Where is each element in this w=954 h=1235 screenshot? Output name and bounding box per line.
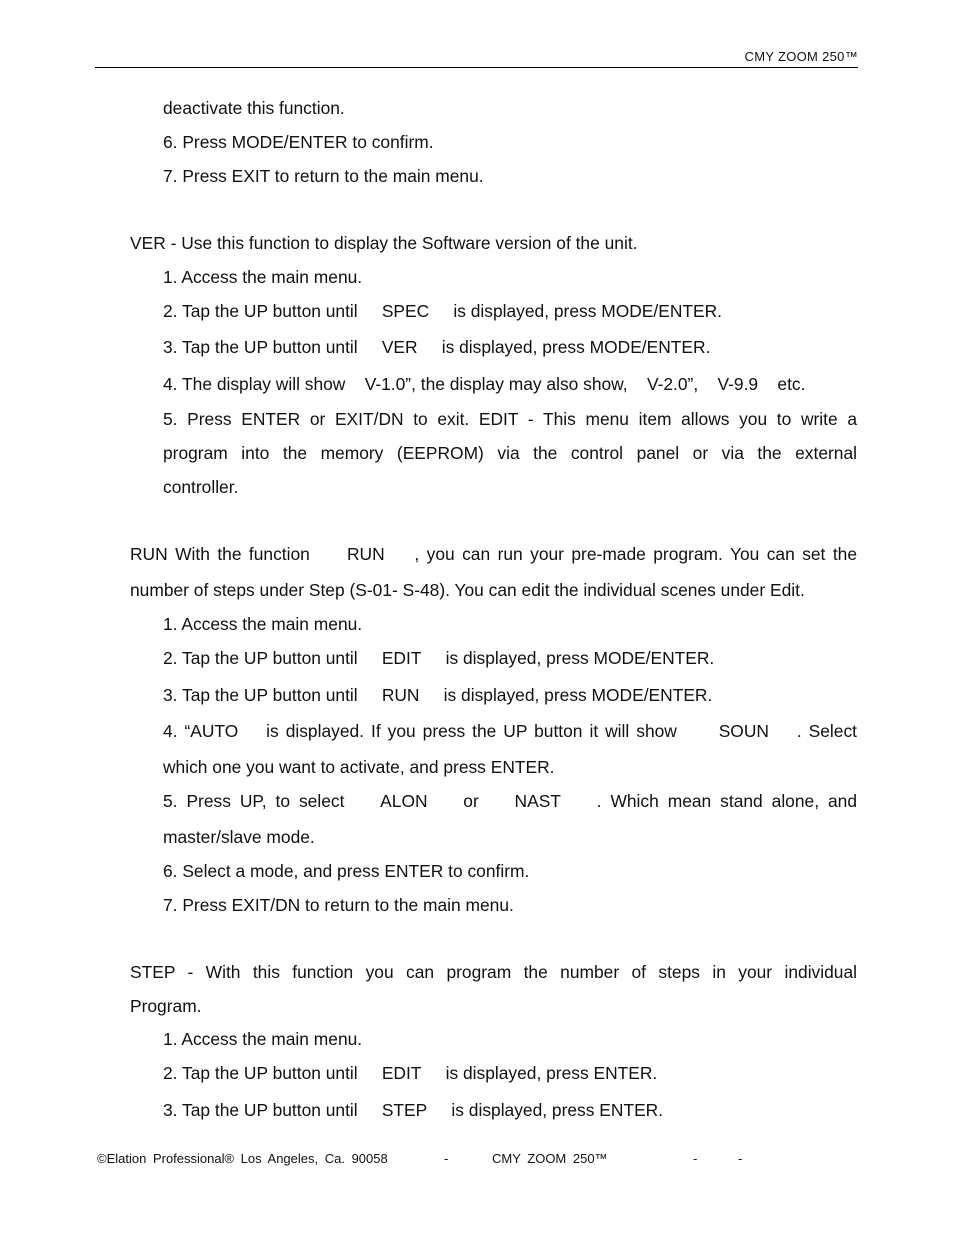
- body-line: 1. Access the main menu.: [163, 614, 363, 634]
- footer-separator: -: [738, 1151, 743, 1166]
- body-line: 3. Tap the UP button until STEP is displayed, press ENTER.: [163, 1100, 664, 1120]
- body-line: number of steps under Step (S-01- S-48). You can edit the individual scenes under Edit.: [130, 580, 805, 600]
- body-line: 3. Tap the UP button until RUN is displayed, press MODE/ENTER.: [163, 685, 713, 705]
- footer-separator: -: [693, 1151, 698, 1166]
- body-line: 7. Press EXIT/DN to return to the main menu.: [163, 895, 514, 915]
- body-line: 1. Access the main menu.: [163, 267, 363, 287]
- body-line: 1. Access the main menu.: [163, 1029, 363, 1049]
- body-line: program into the memory (EEPROM) via the control panel or via the external: [163, 443, 857, 463]
- body-line: controller.: [163, 477, 239, 497]
- section-heading-run: RUN With the function RUN , you can run your pre-made program. You can set the: [130, 544, 857, 564]
- footer-separator: -: [444, 1151, 449, 1166]
- page-header-title: CMY ZOOM 250™: [744, 49, 858, 64]
- footer-product: CMY ZOOM 250™: [492, 1151, 608, 1166]
- section-heading-ver: VER - Use this function to display the Software version of the unit.: [130, 233, 638, 253]
- body-line: 2. Tap the UP button until SPEC is displayed, press MODE/ENTER.: [163, 301, 722, 321]
- body-line: 2. Tap the UP button until EDIT is displayed, press ENTER.: [163, 1063, 658, 1083]
- body-line: master/slave mode.: [163, 827, 315, 847]
- body-line: 5. Press ENTER or EXIT/DN to exit. EDIT - This menu item allows you to write a: [163, 409, 857, 429]
- header-rule: [95, 67, 858, 68]
- body-line: 7. Press EXIT to return to the main menu.: [163, 166, 484, 186]
- body-line: 4. The display will show V-1.0”, the display may also show, V-2.0”, V-9.9 etc.: [163, 374, 806, 394]
- body-line: deactivate this function.: [163, 98, 345, 118]
- section-heading-step: STEP - With this function you can program the number of steps in your individual: [130, 962, 857, 982]
- body-line: 6. Press MODE/ENTER to confirm.: [163, 132, 434, 152]
- footer-company: ©Elation Professional® Los Angeles, Ca. 90058: [97, 1151, 388, 1166]
- body-line: 6. Select a mode, and press ENTER to confirm.: [163, 861, 530, 881]
- body-line: which one you want to activate, and press ENTER.: [163, 757, 555, 777]
- body-line: Program.: [130, 996, 202, 1016]
- body-line: 3. Tap the UP button until VER is displayed, press MODE/ENTER.: [163, 337, 711, 357]
- body-line: 5. Press UP, to select ALON or NAST . Which mean stand alone, and: [163, 791, 857, 811]
- body-line: 2. Tap the UP button until EDIT is displayed, press MODE/ENTER.: [163, 648, 715, 668]
- body-line: 4. “AUTO is displayed. If you press the UP button it will show SOUN . Select: [163, 721, 857, 741]
